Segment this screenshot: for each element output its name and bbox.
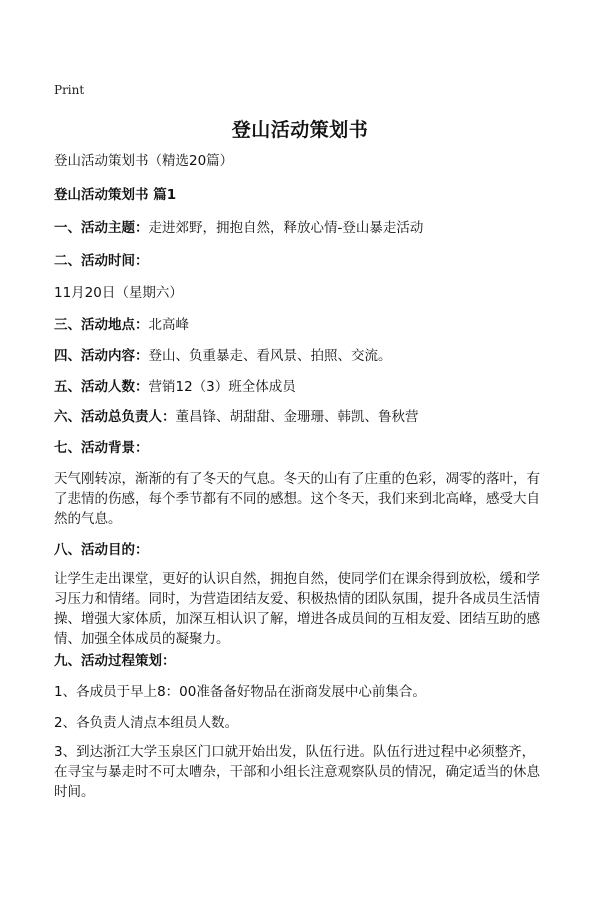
purpose-label: 八、活动目的： xyxy=(54,542,149,558)
background-paragraph xyxy=(54,469,554,529)
purpose-line: 操、增强大家体质，加深互相认识了解，增进各成员间的互相友爱、团结互助的感 xyxy=(54,611,540,627)
document-title: 登山活动策划书 xyxy=(231,119,369,141)
theme-label: 一、活动主题： xyxy=(54,220,149,236)
leaders-value: 董昌锋、胡甜甜、金珊珊、韩凯、鲁秋营 xyxy=(175,409,419,425)
process-step-2: 2、各负责人清点本组员人数。 xyxy=(54,715,239,731)
background-line: 天气刚转凉，渐渐的有了冬天的气息。冬天的山有了庄重的色彩，凋零的落叶，有 xyxy=(54,471,540,487)
leaders-row xyxy=(54,408,554,427)
place-row xyxy=(54,316,554,335)
process-step-3 xyxy=(54,742,554,802)
theme-value: 走进郊野，拥抱自然，释放心情-登山暴走活动 xyxy=(148,220,424,236)
process-step-3-line: 3、到达浙江大学玉泉区门口就开始出发，队伍行进。队伍行进过程中必须整齐， xyxy=(54,744,536,760)
participants-row xyxy=(54,378,554,397)
print-label[interactable]: Print xyxy=(54,83,85,97)
participants-value: 营销12（3）班全体成员 xyxy=(148,379,296,395)
theme-row xyxy=(54,219,554,238)
background-line: 然的气息。 xyxy=(54,511,122,527)
content-value: 登山、负重暴走、看风景、拍照、交流。 xyxy=(148,348,392,364)
process-step-3-line: 在寻宝与暴走时不可太嘈杂，干部和小组长注意观察队员的情况，确定适当的休息 xyxy=(54,764,540,780)
purpose-line: 习压力和情绪。同时，为营造团结友爱、积极热情的团队氛围，提升各成员生活情 xyxy=(54,591,540,607)
time-label: 二、活动时间： xyxy=(54,253,149,269)
process-label: 九、活动过程策划： xyxy=(54,653,176,669)
background-line: 了悲情的伤感，每个季节都有不同的感想。这个冬天，我们来到北高峰，感受大自 xyxy=(54,491,540,507)
background-label: 七、活动背景： xyxy=(54,440,149,456)
process-step-1: 1、各成员于早上8：00准备备好物品在浙商发展中心前集合。 xyxy=(54,684,426,700)
purpose-paragraph xyxy=(54,569,554,649)
content-row xyxy=(54,347,554,366)
purpose-line: 情、加强全体成员的凝聚力。 xyxy=(54,631,230,647)
time-value: 11月20日（星期六） xyxy=(54,285,183,301)
leaders-label: 六、活动总负责人： xyxy=(54,409,176,425)
document-subtitle: 登山活动策划书（精选20篇） xyxy=(54,153,234,169)
participants-label: 五、活动人数： xyxy=(54,379,149,395)
place-label: 三、活动地点： xyxy=(54,317,149,333)
place-value: 北高峰 xyxy=(148,317,189,333)
process-step-3-line: 时间。 xyxy=(54,784,95,800)
purpose-line: 让学生走出课堂，更好的认识自然，拥抱自然，使同学们在课余得到放松，缓和学 xyxy=(54,571,540,587)
section-heading: 登山活动策划书 篇1 xyxy=(54,187,177,203)
content-label: 四、活动内容： xyxy=(54,348,149,364)
